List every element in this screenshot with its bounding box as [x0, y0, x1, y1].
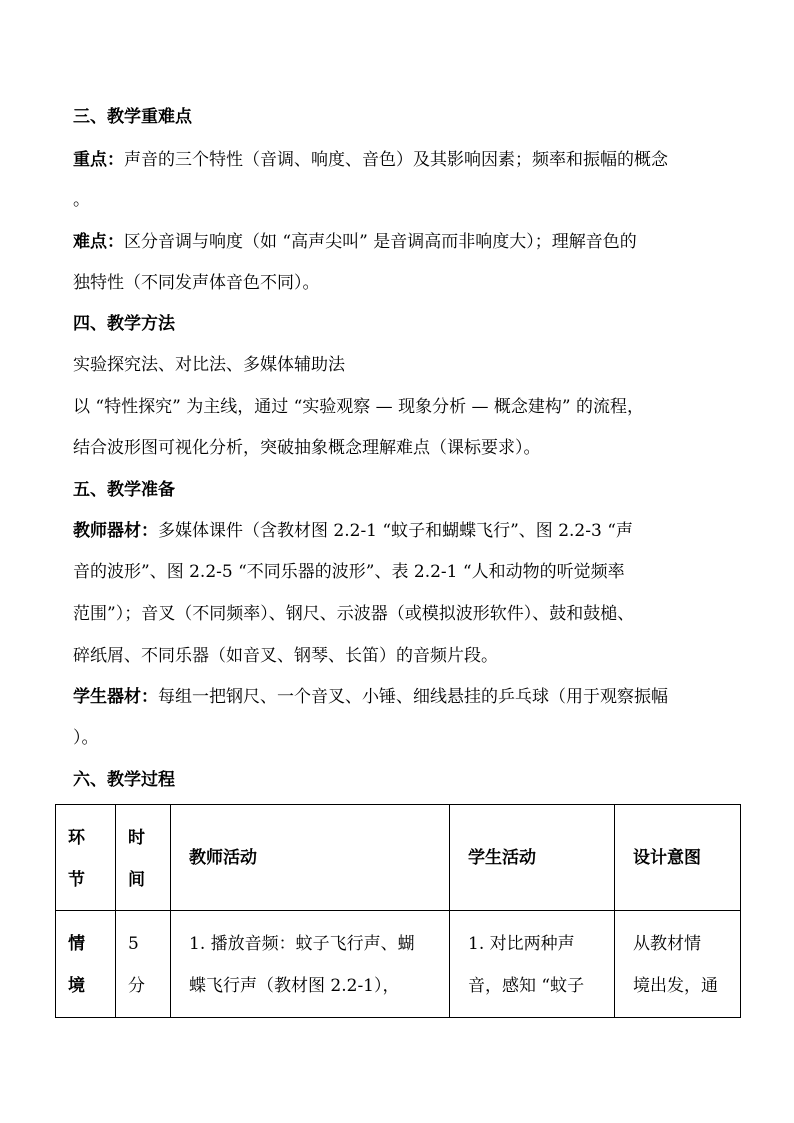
- teacher-equipment-text-1: 多媒体课件（含教材图 2.2-1 “蚊子和蝴蝶飞行”、图 2.2-3 “声: [158, 521, 633, 541]
- teacher-equipment-label: 教师器材：: [73, 521, 158, 541]
- row-design-intent: 从教材情 境出发，通: [615, 911, 741, 1018]
- student-equipment-line-1: [73, 686, 668, 708]
- student-equipment-text-1: 每组一把钢尺、一个音叉、小锤、细线悬挂的乒乓球（用于观察振幅: [158, 687, 668, 707]
- header-student-activity: 学生活动: [450, 805, 615, 911]
- teacher-equipment-line-3: 范围”）；音叉（不同频率）、钢尺、示波器（或模拟波形软件）、鼓和鼓槌、: [73, 604, 635, 624]
- header-stage-char-2: 节: [68, 870, 85, 890]
- difficult-points-line-1: [73, 231, 637, 253]
- header-teacher-activity: 教师活动: [171, 805, 450, 911]
- key-points-label: 重点：: [73, 150, 124, 170]
- section-5-heading: 五、教学准备: [73, 480, 175, 500]
- key-points-line-1: [73, 149, 668, 171]
- table-header-row: [56, 805, 741, 911]
- student-equipment-line-2: ）。: [73, 728, 99, 748]
- table-row: [56, 911, 741, 1018]
- difficult-points-line-2: 独特性（不同发声体音色不同）。: [73, 273, 320, 293]
- key-points-text-1: 声音的三个特性（音调、响度、音色）及其影响因素；频率和振幅的概念: [124, 150, 668, 170]
- difficult-points-text-1: 区分音调与响度（如 “高声尖叫” 是音调高而非响度大）；理解音色的: [124, 232, 637, 252]
- row-time: 5 分: [116, 911, 171, 1018]
- student-equipment-label: 学生器材：: [73, 687, 158, 707]
- header-stage: [56, 805, 116, 911]
- section-4-heading: 四、教学方法: [73, 314, 175, 334]
- methods-line-3: 结合波形图可视化分析，突破抽象概念理解难点（课标要求）。: [73, 438, 541, 458]
- methods-line-2: 以 “特性探究” 为主线，通过 “实验观察 — 现象分析 — 概念建构” 的流程，: [73, 397, 644, 417]
- header-stage-char-1: 环: [68, 828, 85, 848]
- key-points-line-2: 。: [73, 190, 90, 210]
- difficult-points-label: 难点：: [73, 232, 124, 252]
- teacher-equipment-line-1: [73, 520, 633, 542]
- teacher-equipment-line-4: 碎纸屑、不同乐器（如音叉、钢琴、长笛）的音频片段。: [73, 646, 498, 666]
- teaching-process-table: [55, 804, 741, 1018]
- row-stage: 情 境: [56, 911, 116, 1018]
- methods-line-1: 实验探究法、对比法、多媒体辅助法: [73, 355, 345, 375]
- header-design-intent: 设计意图: [615, 805, 741, 911]
- row-student-activity: 1. 对比两种声 音，感知 “蚊子: [450, 911, 615, 1018]
- teacher-equipment-line-2: 音的波形”、图 2.2-5 “不同乐器的波形”、表 2.2-1 “人和动物的听觉频率: [73, 562, 625, 582]
- header-time: [116, 805, 171, 911]
- section-6-heading: 六、教学过程: [73, 770, 175, 790]
- row-teacher-activity: 1. 播放音频：蚊子飞行声、蝴 蝶飞行声（教材图 2.2-1），: [171, 911, 450, 1018]
- header-time-char-2: 间: [128, 870, 145, 890]
- header-time-char-1: 时: [128, 828, 145, 848]
- section-3-heading: 三、教学重难点: [73, 107, 192, 127]
